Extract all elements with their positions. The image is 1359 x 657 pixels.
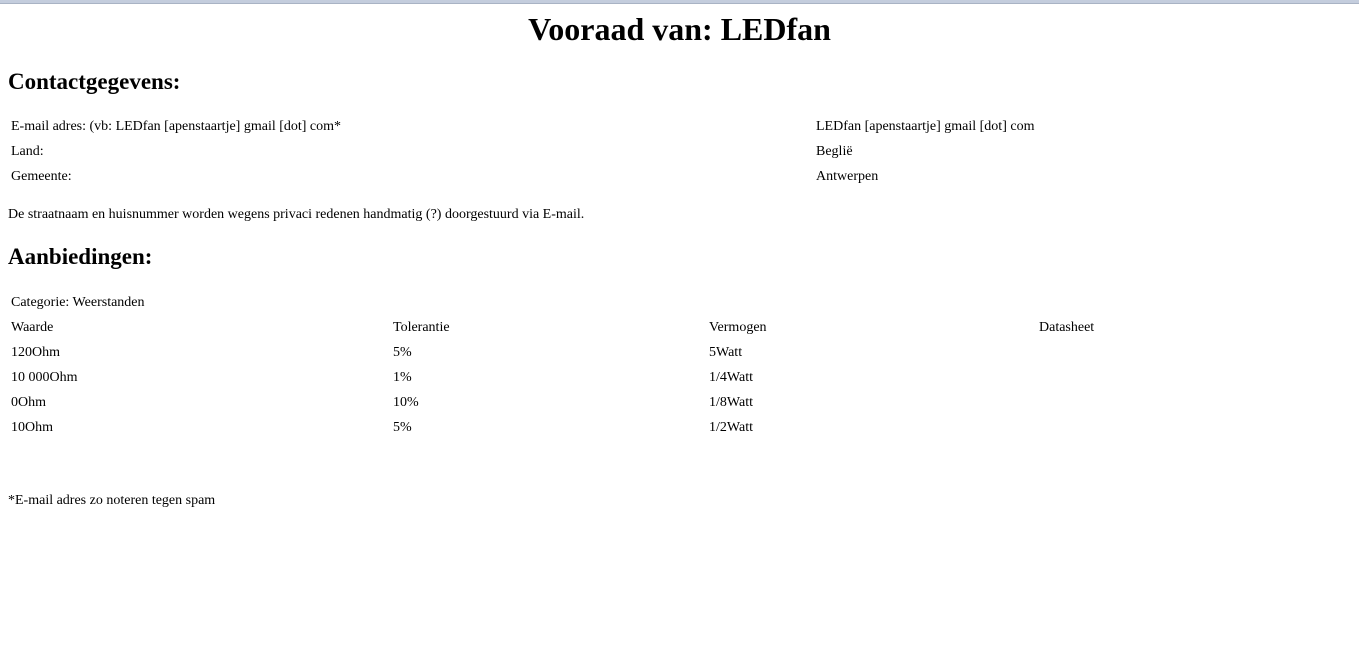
municipality-label: Gemeente: <box>11 169 72 184</box>
contact-table <box>8 114 1359 189</box>
resistor-power: 5Watt <box>709 345 743 360</box>
resistor-power: 1/4Watt <box>709 370 753 385</box>
contact-row-email <box>8 114 1359 139</box>
category-label: Categorie: Weerstanden <box>11 295 145 310</box>
offers-heading: Aanbiedingen: <box>8 244 153 269</box>
table-row <box>8 415 1359 440</box>
offers-header-row <box>8 315 1359 340</box>
resistor-value: 10Ohm <box>11 420 53 435</box>
resistor-tolerance: 10% <box>393 395 419 410</box>
contact-row-country <box>8 139 1359 164</box>
column-header-datasheet: Datasheet <box>1039 320 1095 335</box>
resistor-tolerance: 5% <box>393 420 412 435</box>
contact-row-municipality <box>8 164 1359 189</box>
resistor-tolerance: 1% <box>393 370 412 385</box>
resistor-value: 10 000Ohm <box>11 370 78 385</box>
table-row <box>8 365 1359 390</box>
page-title: Vooraad van: LEDfan <box>528 11 831 47</box>
column-header-power: Vermogen <box>709 320 767 335</box>
email-label: E-mail adres: (vb: LEDfan [apenstaartje] gmail [dot] com* <box>11 119 342 134</box>
column-header-tolerance: Tolerantie <box>393 320 450 335</box>
resistor-tolerance: 5% <box>393 345 412 360</box>
contact-heading: Contactgegevens: <box>8 69 181 94</box>
email-value: LEDfan [apenstaartje] gmail [dot] com <box>816 119 1035 134</box>
country-label: Land: <box>11 144 44 159</box>
offers-table <box>8 290 1359 440</box>
table-row <box>8 340 1359 365</box>
table-row <box>8 390 1359 415</box>
column-header-value: Waarde <box>11 320 54 335</box>
country-value: Beglië <box>816 144 853 159</box>
resistor-value: 120Ohm <box>11 345 60 360</box>
browser-top-border <box>0 0 1359 4</box>
resistor-power: 1/2Watt <box>709 420 753 435</box>
category-row <box>8 290 1359 315</box>
privacy-note: De straatnaam en huisnummer worden wegens privaci redenen handmatig (?) doorgestuurd via E-mail. <box>8 207 585 222</box>
municipality-value: Antwerpen <box>816 169 879 184</box>
resistor-value: 0Ohm <box>11 395 46 410</box>
resistor-power: 1/8Watt <box>709 395 753 410</box>
spam-footnote: *E-mail adres zo noteren tegen spam <box>8 493 216 508</box>
